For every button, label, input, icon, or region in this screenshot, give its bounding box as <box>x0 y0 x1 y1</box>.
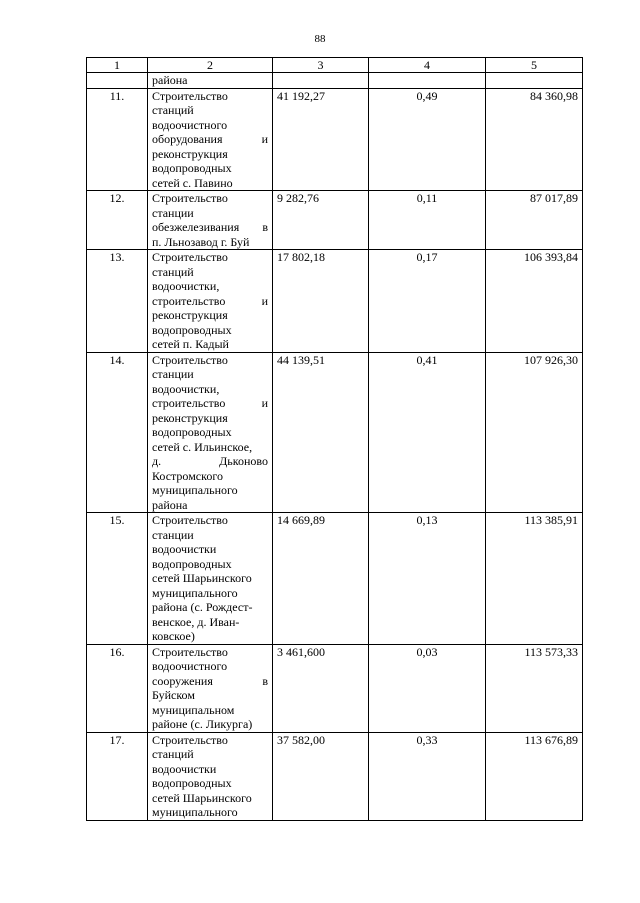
cost-value: 9 282,76 <box>273 191 369 250</box>
description-line <box>152 674 268 689</box>
description-line: станции <box>152 367 194 381</box>
table-row <box>87 191 583 250</box>
description-line <box>152 396 268 411</box>
table-row <box>87 644 583 732</box>
description-word: д. <box>152 454 162 468</box>
carryover-cell-4 <box>369 73 486 89</box>
cost-value: 14 669,89 <box>273 513 369 645</box>
row-description <box>148 352 273 513</box>
description-word: Дьконово <box>219 454 268 468</box>
carryover-text: района <box>148 73 273 89</box>
description-line: водоочистного <box>152 659 228 673</box>
description-line: муниципального <box>152 585 238 600</box>
description-word: в <box>262 220 268 234</box>
cost-value: 44 139,51 <box>273 352 369 513</box>
description-line: муниципального <box>152 805 238 819</box>
row-description <box>148 250 273 353</box>
carryover-cell-3 <box>273 73 369 89</box>
row-number: 13. <box>87 250 148 353</box>
carryover-row <box>87 73 583 89</box>
description-line: сетей п. Кадый <box>152 337 229 351</box>
description-line <box>152 220 268 235</box>
description-line: водоочистки <box>152 542 217 556</box>
description-line: Костромского <box>152 468 223 483</box>
description-line <box>152 294 268 309</box>
column-header-5: 5 <box>486 58 583 73</box>
description-word: обезжелезивания <box>152 220 240 234</box>
description-line: Строительство <box>152 513 228 527</box>
carryover-cell-5 <box>486 73 583 89</box>
row-description <box>148 644 273 732</box>
description-word: строительство <box>152 293 226 308</box>
cumulative-value: 106 393,84 <box>486 250 583 353</box>
description-line: водопроводных <box>152 425 232 439</box>
description-line: Строительство <box>152 88 228 103</box>
description-line: сетей Шарьинского <box>152 571 252 585</box>
description-word: строительство <box>152 396 226 410</box>
description-line: водопроводных <box>152 161 232 175</box>
share-value: 0,13 <box>369 513 486 645</box>
description-line <box>152 454 268 469</box>
description-line: Строительство <box>152 352 228 367</box>
cost-value: 41 192,27 <box>273 88 369 191</box>
description-line: Строительство <box>152 644 228 659</box>
description-line: водопроводных <box>152 322 232 337</box>
table-row <box>87 88 583 191</box>
description-line: реконструкция <box>152 146 228 161</box>
description-line: станций <box>152 103 194 117</box>
description-line: станции <box>152 205 194 220</box>
row-number: 16. <box>87 644 148 732</box>
row-number: 11. <box>87 88 148 191</box>
row-description <box>148 513 273 645</box>
description-line: муниципальном <box>152 702 235 717</box>
row-number: 14. <box>87 352 148 513</box>
description-word: в <box>262 673 268 688</box>
description-word: оборудования <box>152 132 223 146</box>
share-value: 0,03 <box>369 644 486 732</box>
share-value: 0,17 <box>369 250 486 353</box>
description-word: и <box>261 132 268 146</box>
description-line: сетей с. Ильинское, <box>152 439 253 454</box>
cumulative-value: 113 385,91 <box>486 513 583 645</box>
description-line: ковское) <box>152 629 195 643</box>
share-value: 0,33 <box>369 732 486 820</box>
description-line: Буйском <box>152 688 195 702</box>
page-number: 88 <box>314 33 326 45</box>
description-line: станций <box>152 264 194 279</box>
table-row <box>87 352 583 513</box>
row-description <box>148 88 273 191</box>
table-row <box>87 513 583 645</box>
description-line: водоочистки <box>152 761 217 776</box>
column-header-3: 3 <box>273 58 369 73</box>
description-line: реконструкция <box>152 308 228 322</box>
row-description <box>148 191 273 250</box>
description-line: района <box>152 497 188 512</box>
cumulative-value: 84 360,98 <box>486 88 583 191</box>
share-value: 0,49 <box>369 88 486 191</box>
cumulative-value: 113 573,33 <box>486 644 583 732</box>
row-number: 17. <box>87 732 148 820</box>
description-line: венское, д. Иван- <box>152 614 240 629</box>
description-line: п. Льнозавод г. Буй <box>152 234 250 249</box>
description-line: реконструкция <box>152 410 228 425</box>
description-word: и <box>261 396 268 410</box>
cost-value: 3 461,600 <box>273 644 369 732</box>
description-line: станции <box>152 527 194 542</box>
description-word: и <box>261 293 268 308</box>
description-line: сетей Шарьинского <box>152 790 252 805</box>
data-table <box>86 57 583 821</box>
share-value: 0,41 <box>369 352 486 513</box>
cumulative-value: 107 926,30 <box>486 352 583 513</box>
description-line: Строительство <box>152 250 228 264</box>
description-line: района (с. Рождест- <box>152 600 253 614</box>
table-row <box>87 732 583 820</box>
row-number: 15. <box>87 513 148 645</box>
description-line: станций <box>152 747 194 761</box>
column-header-4: 4 <box>369 58 486 73</box>
description-word: сооружения <box>152 673 213 688</box>
table-row <box>87 250 583 353</box>
description-line: водоочистки, <box>152 279 220 293</box>
description-line: водопроводных <box>152 776 232 790</box>
description-line: водоочистного <box>152 117 228 132</box>
description-line: Строительство <box>152 191 228 205</box>
description-line: водопроводных <box>152 556 232 571</box>
header-row <box>87 58 583 73</box>
description-line: сетей с. Павино <box>152 175 233 190</box>
description-line <box>152 132 268 147</box>
cost-value: 37 582,00 <box>273 732 369 820</box>
column-header-1: 1 <box>87 58 148 73</box>
row-number: 12. <box>87 191 148 250</box>
cumulative-value: 87 017,89 <box>486 191 583 250</box>
description-line: районе (с. Ликурга) <box>152 717 253 731</box>
cumulative-value: 113 676,89 <box>486 732 583 820</box>
share-value: 0,11 <box>369 191 486 250</box>
description-line: водоочистки, <box>152 381 220 396</box>
column-header-2: 2 <box>148 58 273 73</box>
description-line: муниципального <box>152 483 238 497</box>
row-description <box>148 732 273 820</box>
cost-value: 17 802,18 <box>273 250 369 353</box>
description-line: Строительство <box>152 732 228 747</box>
carryover-num-cell <box>87 73 148 89</box>
